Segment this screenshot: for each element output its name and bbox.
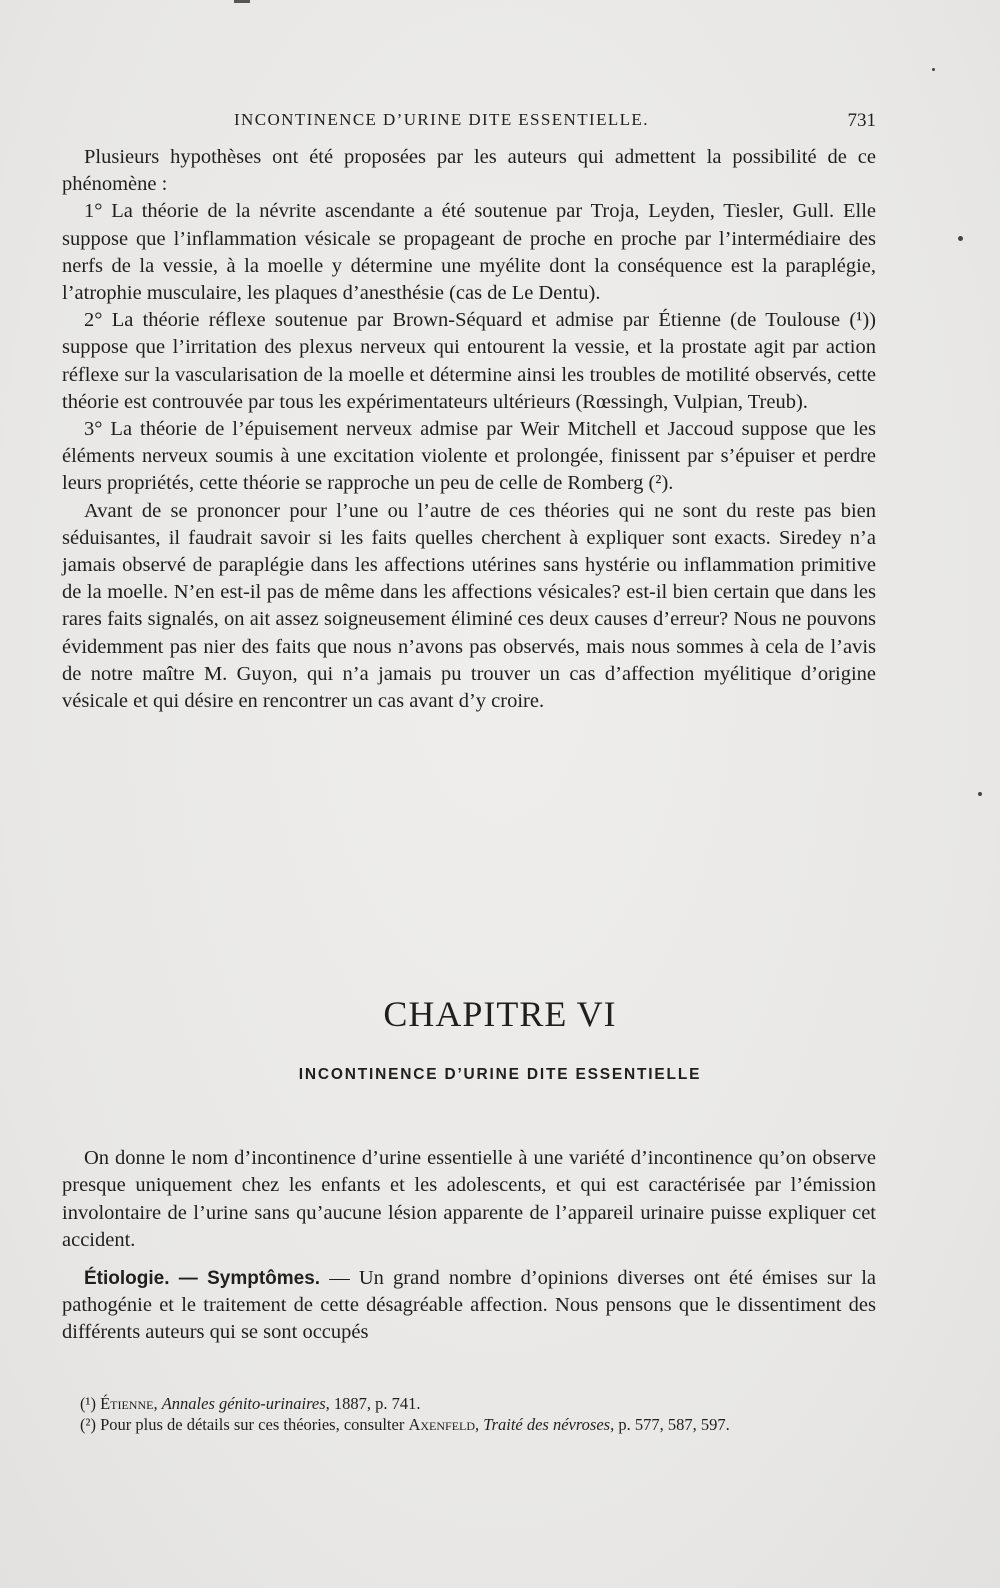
paragraph-theory-1: 1° La théorie de la névrite ascendante a été soutenue par Troja, Leyden, Tiesler, Gull. Elle suppose que l’inflammation vésicale se propageant de proche en proche par l’intermédiaire des nerfs de la vessie, à la moelle y détermine une myélite dont la conséquence est la paraplégie, l’atrophie musculaire, les plaques d’anesthésie (cas de Le Dentu). [62, 200, 876, 305]
section-text: — Un grand nombre d’opinions diverses ont été émises sur la pathogénie et le traitement de cette désagréable affection. Nous pensons que le dissentiment des différents auteurs qui se sont occupés [62, 1266, 876, 1344]
footnotes [62, 1393, 876, 1435]
footnote-2-marker: (²) [80, 1415, 96, 1434]
footnote-1-author: Étienne [100, 1394, 154, 1413]
footnote-2-title: Traité des névroses [483, 1415, 611, 1434]
footnote-1-marker: (¹) [80, 1394, 96, 1413]
chapter-subtitle: INCONTINENCE D’URINE DITE ESSENTIELLE [298, 1066, 702, 1083]
chapter-intro: On donne le nom d’incontinence d’urine essentielle à une variété d’incontinence qu’on observe presque uniquement chez les enfants et les adolescents, et qui est caractérisée par l’émission involontaire de l’urine sans qu’aucune lésion apparente de l’appareil urinaire puisse expliquer cet accident. [62, 1147, 876, 1252]
scan-artifact [234, 0, 250, 3]
footnote-1-rest: , 1887, p. 741. [325, 1394, 421, 1413]
paragraph-discussion: Avant de se prononcer pour l’une ou l’autre de ces théories qui ne sont du reste pas bien séduisantes, il faudrait savoir si les faits quelles cherchent à expliquer sont exacts. Siredey n’a jamais observé de paraplégie dans les affections utérines sans hystérie ou inflammation primitive de la moelle. N’en est-il pas de même dans les affections vésicales? est-il bien certain que dans les rares faits signalés, on ait assez soigneusement éliminé ces deux causes d’erreur? Nous ne pouvons évidemment pas nier des faits que nous n’avons pas observés, mais nous sommes à cela de l’avis de notre maître M. Guyon, qui n’a jamais pu trouver un cas d’affection myélitique d’origine vésicale et qui désire en rencontrer un cas avant d’y croire. [62, 499, 876, 713]
footnote-2-author: Axenfeld [408, 1415, 476, 1434]
paragraph-intro: Plusieurs hypothèses ont été proposées par les auteurs qui admettent la possibilité de ce phénomène : [62, 146, 876, 196]
footnote-1-title: Annales génito-urinaires [161, 1394, 326, 1413]
chapter-body [62, 1145, 876, 1357]
page-number: 731 [847, 110, 876, 131]
chapter-title: CHAPITRE VI [383, 994, 617, 1034]
footnote-2-rest: , p. 577, 587, 597. [610, 1415, 730, 1434]
footnote-2-text: Pour plus de détails sur ces théories, consulter [100, 1415, 405, 1434]
running-title: INCONTINENCE D’URINE DITE ESSENTIELLE. [234, 110, 649, 129]
section-paragraph [62, 1265, 876, 1347]
paper-speck [958, 236, 963, 241]
paper-speck [978, 792, 982, 796]
paragraph-theory-2: 2° La théorie réflexe soutenue par Brown-Séquard et admise par Étienne (de Toulouse (¹)) suppose que l’irritation des plexus nerveux qui entourent la vessie, et la prostate agit par action réflexe sur la vascularisation de la moelle et détermine ainsi les troubles de motilité observés, cette théorie est controuvée par tous les expérimentateurs ultérieurs (Rœssingh, Vulpian, Treub). [62, 309, 876, 413]
footnote-2: (²) Pour plus de détails sur ces théories, consulter Axenfeld, Traité des névroses, p. 577, 587, 597. [80, 1415, 730, 1434]
paper-speck [932, 68, 935, 71]
running-header [62, 110, 876, 134]
footnote-1: (¹) Étienne, Annales génito-urinaires, 1887, p. 741. [80, 1394, 421, 1413]
main-text [62, 144, 876, 715]
paragraph-theory-3: 3° La théorie de l’épuisement nerveux admise par Weir Mitchell et Jaccoud suppose que les éléments nerveux soumis à une excitation violente et prolongée, finissent par s’épuiser et perdre leurs propriétés, cette théorie se rapproche un peu de celle de Romberg (²). [62, 418, 876, 495]
section-heading: Étiologie. — Symptômes. [84, 1267, 321, 1289]
